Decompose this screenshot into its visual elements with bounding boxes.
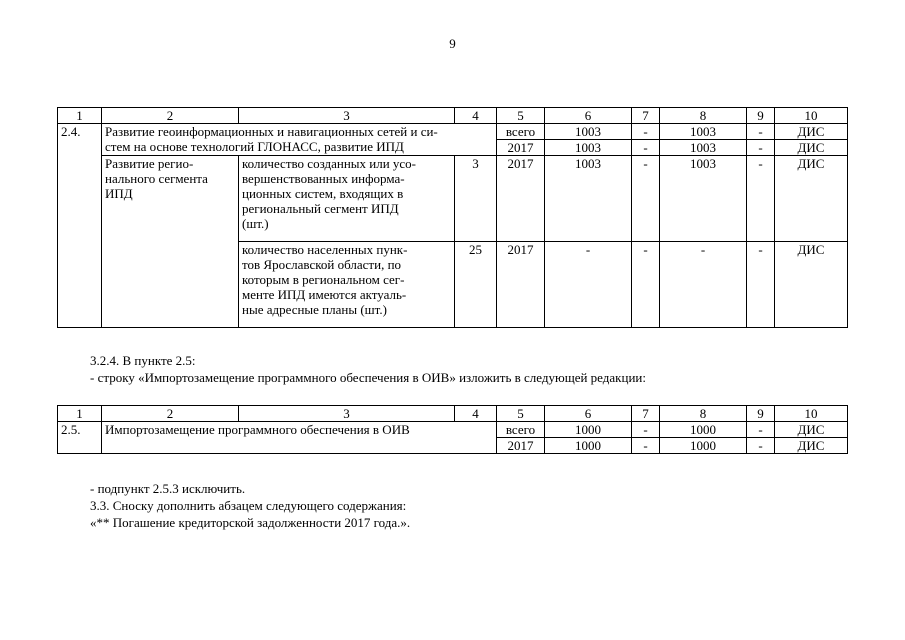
indicator-value: 25 <box>455 242 497 328</box>
column-header: 5 <box>497 406 545 422</box>
column-header: 10 <box>775 406 848 422</box>
indicator-description <box>239 242 455 328</box>
column-header: 8 <box>660 108 747 124</box>
subsection-title <box>102 156 239 328</box>
table-row <box>58 422 848 438</box>
table-cell: - <box>747 242 775 328</box>
indicator-line: менте ИПД имеются актуаль- <box>242 287 407 302</box>
indicator-line: вершенствованных информа- <box>242 171 405 186</box>
table-cell: ДИС <box>775 140 848 156</box>
table-cell: - <box>747 422 775 438</box>
indicator-value: 3 <box>455 156 497 242</box>
column-header: 9 <box>747 108 775 124</box>
row-number: 2.4. <box>58 124 102 328</box>
row-title <box>102 124 497 156</box>
paragraph-footnote: «** Погашение кредиторской задолженности 2017 года.». <box>90 515 411 530</box>
paragraph-3-2-4: 3.2.4. В пункте 2.5: <box>90 353 196 368</box>
table-cell: 1003 <box>660 124 747 140</box>
table-cell: - <box>632 242 660 328</box>
indicator-description <box>239 156 455 242</box>
column-header: 1 <box>58 108 102 124</box>
table-cell: 2017 <box>497 156 545 242</box>
table-cell: 1003 <box>545 156 632 242</box>
table-cell: ДИС <box>775 156 848 242</box>
column-header: 10 <box>775 108 848 124</box>
table-cell: ДИС <box>775 422 848 438</box>
subsection-title-line: Развитие регио- <box>105 156 194 171</box>
subsection-title-line: ИПД <box>105 186 133 201</box>
column-header: 3 <box>239 406 455 422</box>
table-cell: - <box>747 124 775 140</box>
row-title: Импортозамещение программного обеспечения в ОИВ <box>102 422 497 454</box>
column-header: 7 <box>632 108 660 124</box>
table-cell: всего <box>497 422 545 438</box>
column-header: 7 <box>632 406 660 422</box>
table-cell: ДИС <box>775 242 848 328</box>
indicator-line: которым в региональном сег- <box>242 272 405 287</box>
column-header: 1 <box>58 406 102 422</box>
page-number: 9 <box>449 36 456 51</box>
paragraph-line-replace: - строку «Импортозамещение программного обеспечения в ОИВ» изложить в следующей редакции: <box>90 370 646 385</box>
table-cell: 1000 <box>660 422 747 438</box>
column-header: 6 <box>545 406 632 422</box>
column-header: 6 <box>545 108 632 124</box>
table-section-2-4 <box>57 107 848 328</box>
row-title-line: стем на основе технологий ГЛОНАСС, развитие ИПД <box>105 139 404 154</box>
table-cell: 1000 <box>545 438 632 454</box>
table-cell: 2017 <box>497 242 545 328</box>
column-header: 4 <box>455 406 497 422</box>
table-cell: 1003 <box>660 140 747 156</box>
row-number: 2.5. <box>58 422 102 454</box>
indicator-line: региональный сегмент ИПД <box>242 201 399 216</box>
column-header: 4 <box>455 108 497 124</box>
table-cell: 1003 <box>545 140 632 156</box>
table-cell: всего <box>497 124 545 140</box>
column-header: 2 <box>102 108 239 124</box>
table-cell: - <box>545 242 632 328</box>
column-header: 2 <box>102 406 239 422</box>
table-cell: - <box>747 156 775 242</box>
column-header: 5 <box>497 108 545 124</box>
row-title-line: Развитие геоинформационных и навигационных сетей и си- <box>105 124 438 139</box>
column-header: 3 <box>239 108 455 124</box>
table-cell: - <box>632 124 660 140</box>
table-cell: - <box>632 156 660 242</box>
paragraph-3-3: 3.3. Сноску дополнить абзацем следующего содержания: <box>90 498 407 513</box>
table-cell: - <box>632 422 660 438</box>
table-cell: 1000 <box>545 422 632 438</box>
indicator-line: ционных систем, входящих в <box>242 186 404 201</box>
table-cell: 1003 <box>660 156 747 242</box>
table-row <box>58 156 848 242</box>
table-header-row <box>58 406 848 422</box>
table-cell: 2017 <box>497 438 545 454</box>
paragraph-exclude: - подпункт 2.5.3 исключить. <box>90 481 246 496</box>
table-cell: - <box>660 242 747 328</box>
indicator-line: тов Ярославской области, по <box>242 257 402 272</box>
table-section-2-5 <box>57 405 848 454</box>
table-cell: - <box>747 140 775 156</box>
table-cell: ДИС <box>775 438 848 454</box>
table-cell: - <box>747 438 775 454</box>
table-cell: 1000 <box>660 438 747 454</box>
indicator-line: (шт.) <box>242 216 269 231</box>
indicator-line: ные адресные планы (шт.) <box>242 302 387 317</box>
indicator-line: количество созданных или усо- <box>242 156 417 171</box>
column-header: 9 <box>747 406 775 422</box>
table-cell: 1003 <box>545 124 632 140</box>
indicator-line: количество населенных пунк- <box>242 242 408 257</box>
table-row <box>58 124 848 140</box>
table-cell: - <box>632 140 660 156</box>
table-header-row <box>58 108 848 124</box>
table-cell: ДИС <box>775 124 848 140</box>
table-cell: - <box>632 438 660 454</box>
subsection-title-line: нального сегмента <box>105 171 208 186</box>
table-cell: 2017 <box>497 140 545 156</box>
column-header: 8 <box>660 406 747 422</box>
